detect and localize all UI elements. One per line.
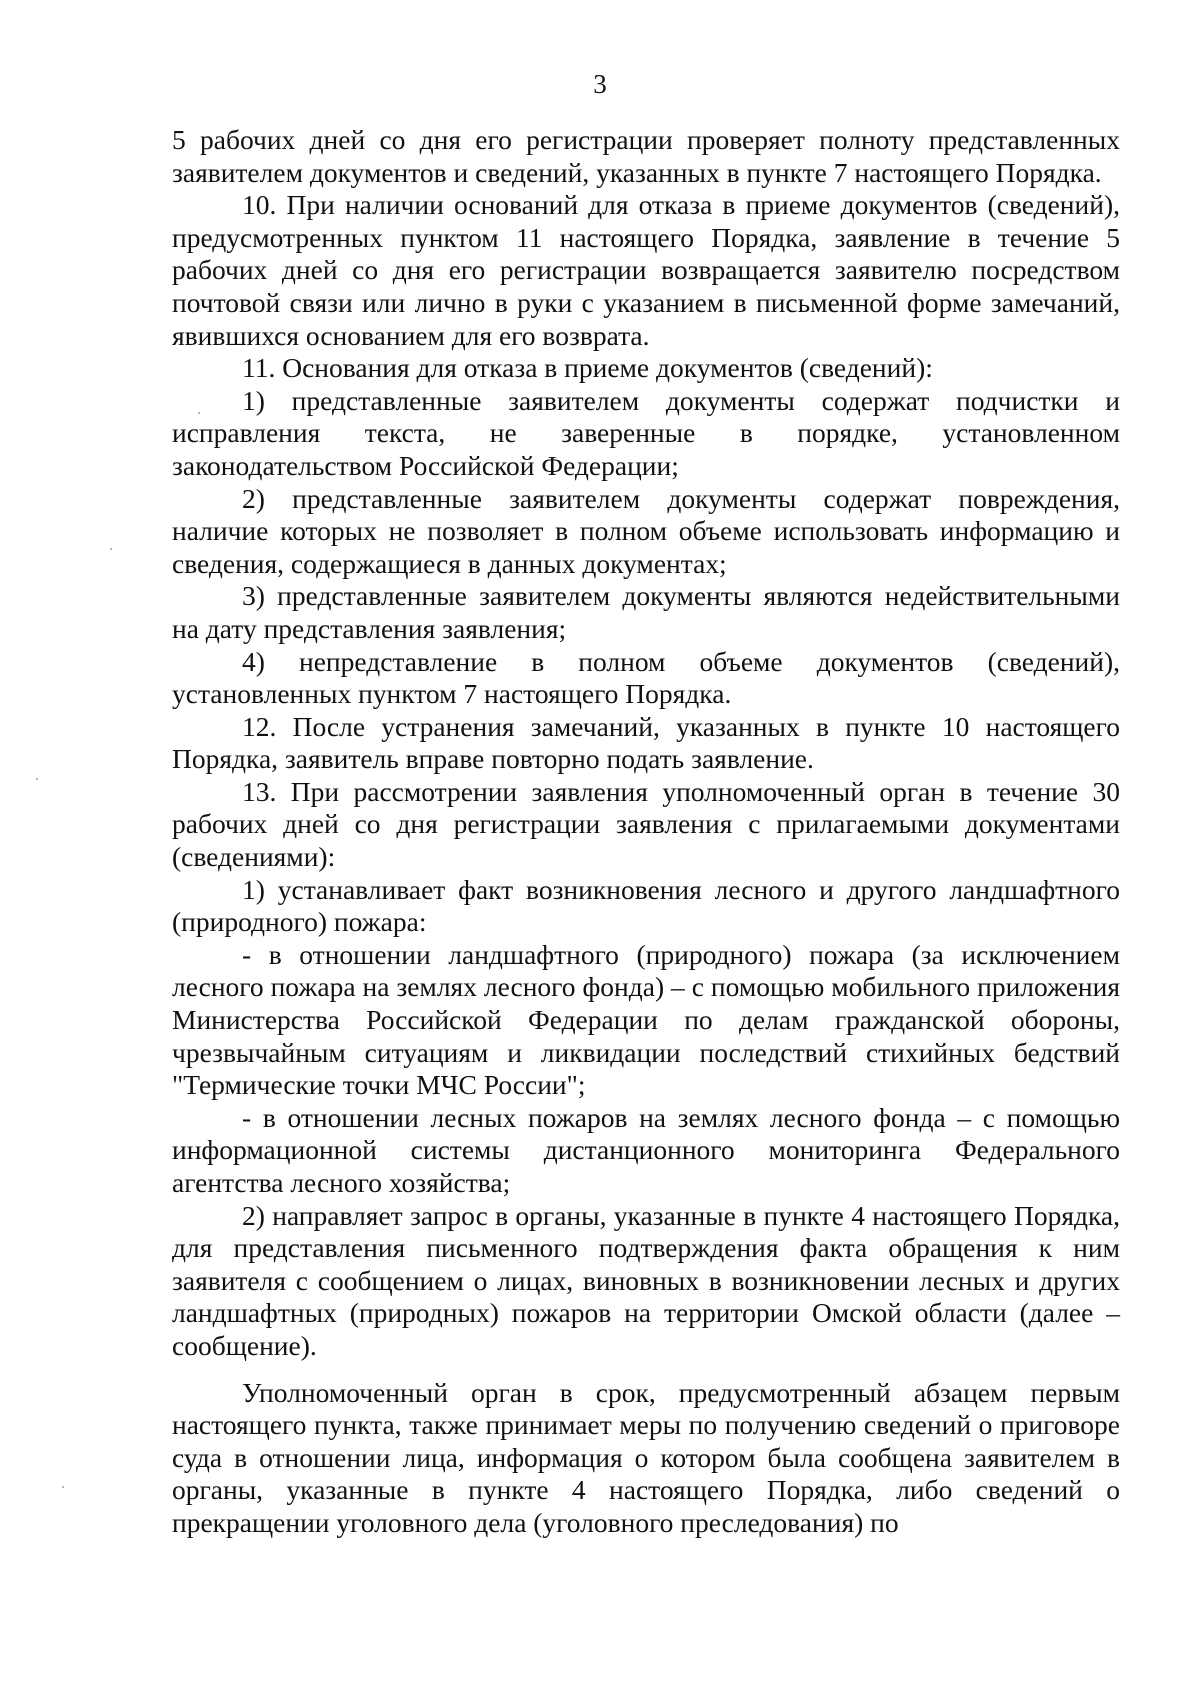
subitem-13-2: 2) направляет запрос в органы, указанные в пункте 4 настоящего Порядка, для представления письменного подтверждения факта обращения к ним заявителя с сообщением о лицах, виновных в возникновении лесных и других ландшафтных (природных) пожаров на территории Омской области (далее – сообщение). (172, 1199, 1120, 1361)
subitem-11-2: 2) представленные заявителем документы содержат повреждения, наличие которых не позволяет в полном объеме использовать информацию и сведения, содержащиеся в данных документах; (172, 482, 1120, 579)
scan-speck (110, 548, 112, 550)
scan-speck (62, 1486, 64, 1488)
paragraph-item-13: 13. При рассмотрении заявления уполномоченный орган в течение 30 рабочих дней со дня регистрации заявления с прилагаемыми документами (сведениями): (172, 775, 1120, 873)
paragraph-item-12: 12. После устранения замечаний, указанных в пункте 10 настоящего Порядка, заявитель вправе повторно подать заявление. (172, 710, 1120, 775)
dash-item-landscape-fire: - в отношении ландшафтного (природного) пожара (за исключением лесного пожара на землях лесного фонда) – с помощью мобильного приложения Министерства Российской Федерации по делам гражданской обороны, чрезвычайным ситуациям и ликвидации последствий стихийных бедствий "Термические точки МЧС России"; (172, 938, 1120, 1101)
paragraph-authorized-body: Уполномоченный орган в срок, предусмотренный абзацем первым настоящего пункта, также принимает меры по получению сведений о приговоре суда в отношении лица, информация о котором была сообщена заявителем в органы, указанные в пункте 4 настоящего Порядка, либо сведений о прекращении уголовного дела (уголовного преследования) по (172, 1376, 1120, 1538)
paragraph-item-11: 11. Основания для отказа в приеме документов (сведений): (242, 352, 933, 384)
subitem-11-4: 4) непредставление в полном объеме документов (сведений), установленных пунктом 7 настоящего Порядка. (172, 645, 1120, 710)
paragraph-item-10: 10. При наличии оснований для отказа в приеме документов (сведений), предусмотренных пунктом 11 настоящего Порядка, заявление в течение 5 рабочих дней со дня его регистрации возвращается заявителю посредством почтовой связи или лично в руки с указанием в письменной форме замечаний, явившихся основанием для его возврата. (172, 189, 1120, 351)
subitem-13-1: 1) устанавливает факт возникновения лесного и другого ландшафтного (природного) пожара: (172, 873, 1120, 938)
subitem-11-1: 1) представленные заявителем документы содержат подчистки и исправления текста, не заверенные в порядке, установленном законодательством Российской Федерации; (172, 384, 1120, 481)
scan-speck (36, 778, 38, 780)
subitem-11-3: 3) представленные заявителем документы являются недействительными на дату представления заявления; (172, 580, 1120, 644)
paragraph-continuation: 5 рабочих дней со дня его регистрации проверяет полноту представленных заявителем документов и сведений, указанных в пункте 7 настоящего Порядка. (172, 124, 1120, 188)
page-number: 3 (593, 69, 607, 99)
scan-speck (198, 412, 200, 414)
document-body (172, 124, 1120, 1540)
dash-item-forest-fire: - в отношении лесных пожаров на землях лесного фонда – с помощью информационной системы дистанционного мониторинга Федерального агентства лесного хозяйства; (172, 1101, 1120, 1198)
